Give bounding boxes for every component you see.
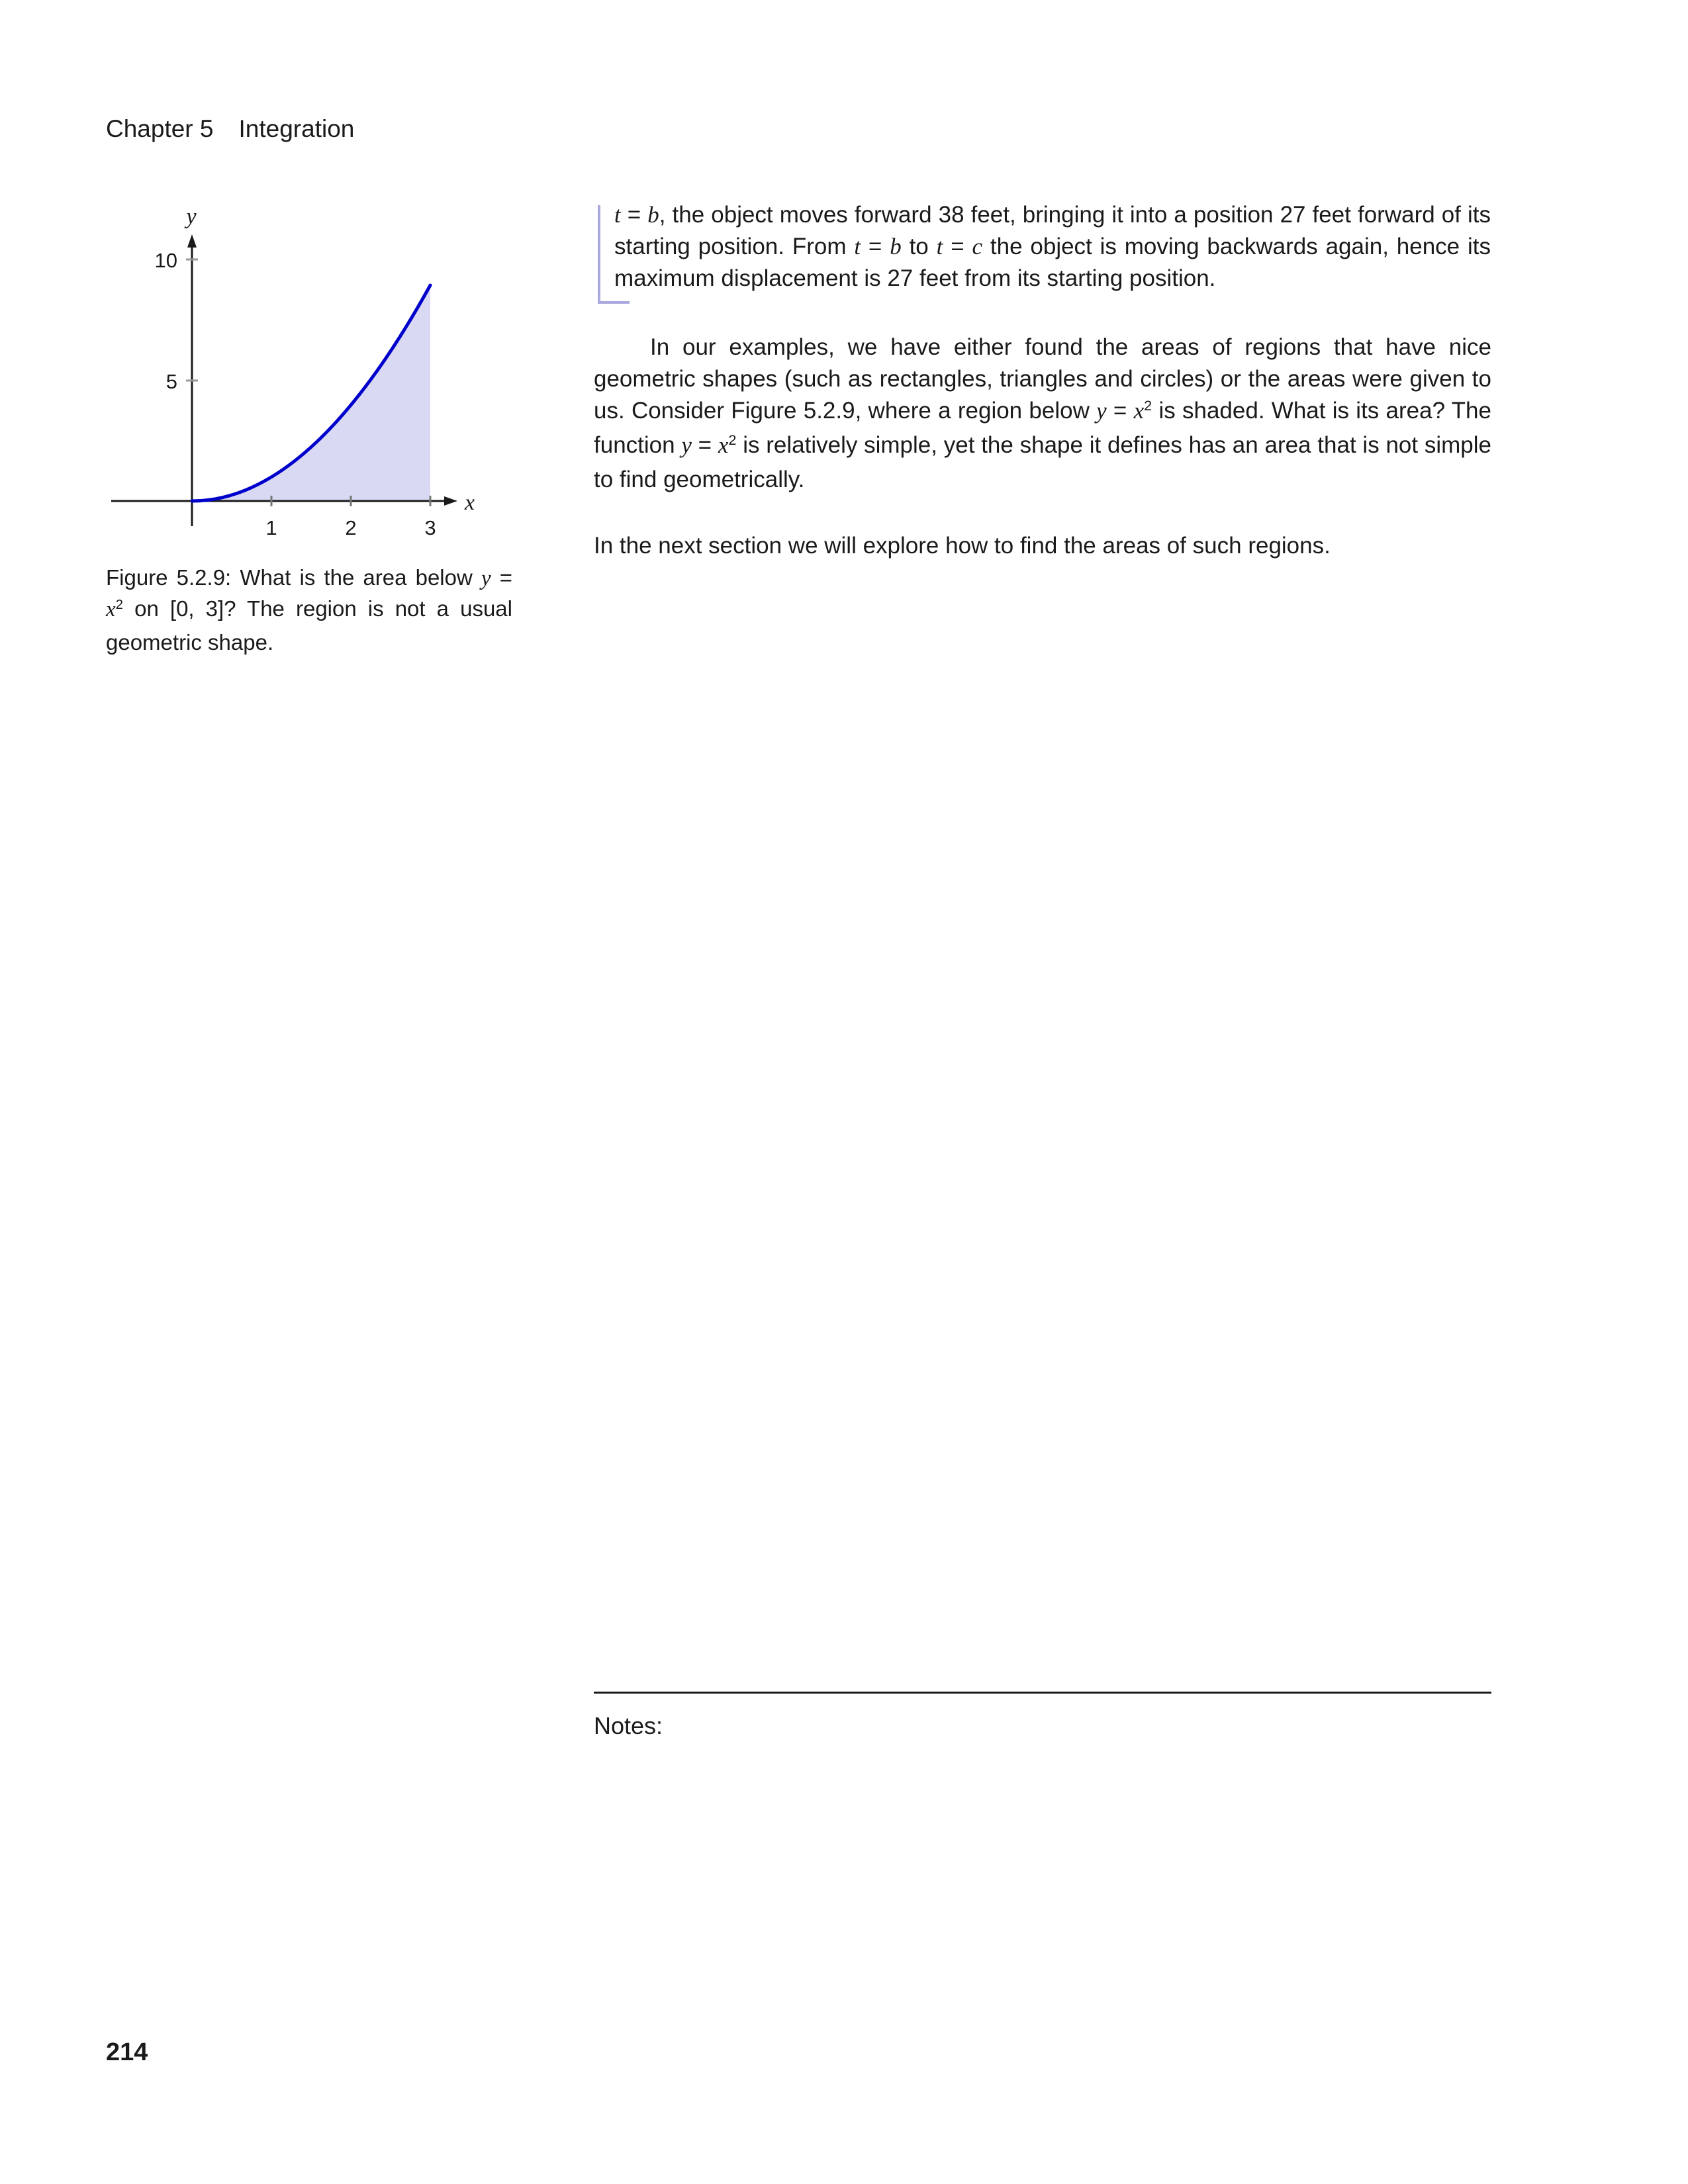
page-number: 214: [106, 2038, 148, 2066]
running-head: [106, 115, 354, 143]
x-axis-arrowhead: [444, 496, 457, 506]
paragraph-displacement: t = b, the object moves forward 38 feet, bringing it into a position 27 feet forward of its starting position. From t = b to t = c the object is moving backwards again, hence its maximum displacement is 27 feet from its starting position.: [614, 202, 1491, 291]
notes-divider-rule: [594, 1692, 1491, 1694]
paragraph-next-section: In the next section we will explore how to find the areas of such regions.: [594, 533, 1331, 559]
y-axis-arrowhead: [187, 234, 197, 248]
figure-caption: Figure 5.2.9: What is the area below $y = x^2$ on [0, 3]? The region is not a usual geometric shape.: [106, 565, 512, 655]
paragraph-areas-of-regions: In our examples, we have either found the areas of regions that have nice geometric shapes (such as rectangles, triangles and circles) or the areas were given to us. Consider Figure 5.2.9, where a region below $y = x^2$ is shaded. What is its area? The function $y = x^2$ is relatively simple, yet the shape it defines has an area that is not simple to find geometrically.: [594, 334, 1492, 492]
section-title: Integration: [238, 115, 355, 142]
x-axis-label: x: [465, 490, 475, 515]
notes-label: Notes:: [594, 1712, 663, 1739]
x-tick-label-1: 1: [265, 516, 277, 539]
x-tick-label-3: 3: [424, 516, 436, 539]
x-tick-label-2: 2: [345, 516, 357, 539]
y-axis-label: y: [186, 205, 197, 229]
y-tick-label-5: 5: [165, 370, 177, 393]
shaded-region: [192, 285, 430, 501]
chapter-label: Chapter 5: [106, 115, 214, 142]
y-tick-label-10: 10: [154, 249, 177, 272]
figure-graph: [99, 197, 510, 546]
